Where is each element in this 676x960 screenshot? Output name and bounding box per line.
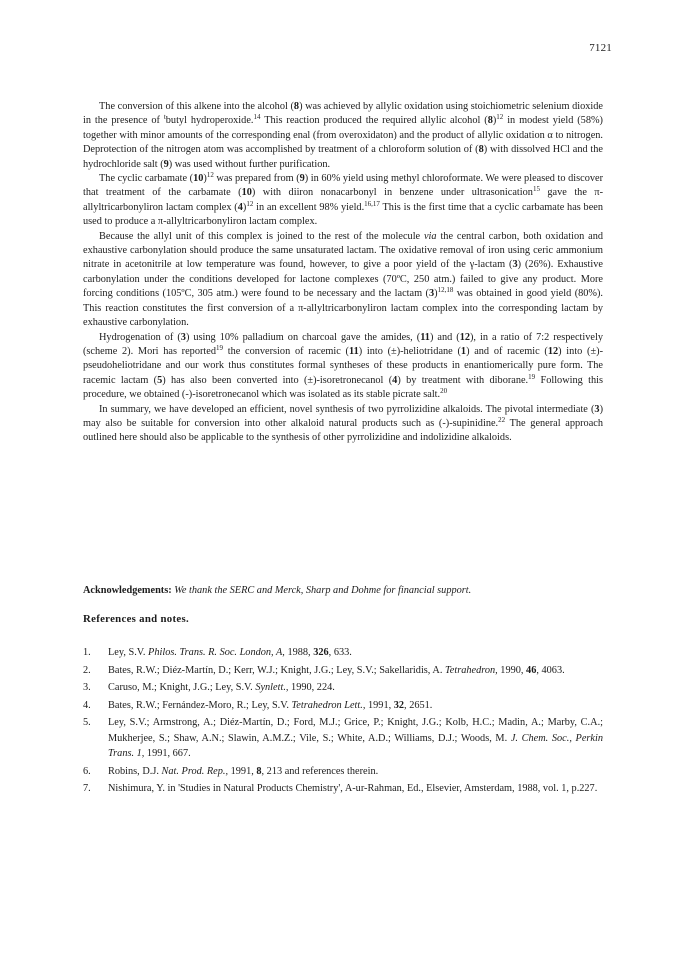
reference-text: Bates, R.W.; Fernández-Moro, R.; Ley, S.V. Tetrahedron Lett., 1991, 32, 2651. (108, 699, 433, 711)
reference-item (83, 715, 603, 762)
paragraph-4: Hydrogenation of (3) using 10% palladium on charcoal gave the amides, (11) and (12), in a ratio of 7:2 respectively (scheme 2). Mori has reported$^{19}$ the conversion of racemic (11) into (±)-heliotridane (1) and of racemic (12) into (±)-pseudoheliotridane and our work thus constitutes formal syntheses of these products in enantiomerically pure form. The racemic lactam (5) has also been converted into (±)-isoretronecanol (4) by treatment with diborane.$^{19}$ Following this procedure, we obtained (-)-isoretronecanol which was isolated as its stable picrate salt.$^{20}$ (83, 331, 604, 401)
references-heading: References and notes. (83, 613, 189, 625)
reference-number: 4. (83, 699, 91, 711)
reference-text: Caruso, M.; Knight, J.G.; Ley, S.V. Synlett., 1990, 224. (108, 682, 335, 693)
paragraph-2: The cyclic carbamate $(10)^{12}$ was prepared from (9) in 60% yield using methyl chloroformate. We were pleased to discover that treatment of the carbamate (10) with diiron nonacarbonyl in benzene under ultrasonication$^{15}$ gave the π-allyltricarbonyliron lactam complex $(4)^{12}$ in an excellent 98% yield.$^{16,17}$ This is the first time that a cyclic carbamate has been used to produce a π-allyltricarbonyliron lactam complex. (83, 171, 604, 228)
reference-item (83, 781, 603, 797)
page-number: 7121 (589, 42, 612, 54)
reference-text: Ley, S.V. Philos. Trans. R. Soc. London, A, 1988, 326, 633. (108, 647, 352, 658)
reference-text: Robins, D.J. Nat. Prod. Rep., 1991, 8, 213 and references therein. (108, 765, 379, 777)
references-list (83, 645, 603, 799)
reference-item (83, 698, 603, 714)
acknowledgements (83, 584, 603, 598)
paragraph-5: In summary, we have developed an efficient, novel synthesis of two pyrrolizidine alkaloids. The pivotal intermediate (3) may also be suitable for conversion into other alkaloid natural products such as (-)-supinidine.$^{22}$ The general approach outlined here should also be applicable to the synthesis of other pyrrolizidine and indolizidine alkaloids. (83, 403, 603, 444)
acknowledgements-label: Acknowledgements: (83, 585, 172, 596)
paragraph-1: The conversion of this alkene into the alcohol (8) was achieved by allylic oxidation using stoichiometric selenium dioxide in the presence of $^t$butyl hydroperoxide.$^{14}$ This reaction produced the required allylic alcohol $(8)^{12}$ in modest yield (58%) together with minor amounts of the corresponding enal (from overoxidaton) and the product of allylic oxidation α to nitrogen. Deprotection of the nitrogen atom was accomplished by treatment of a chloroform solution of (8) with dissolved HCl and the hydrochloride salt (9) was used without further purification. (83, 101, 603, 170)
reference-number: 7. (83, 783, 91, 794)
reference-number: 3. (83, 682, 91, 693)
reference-item (83, 663, 603, 679)
reference-text: Ley, S.V.; Armstrong, A.; Diéz-Martín, D.; Ford, M.J.; Grice, P.; Knight, J.G.; Kolb, H.C.; Madin, A.; Marby, C.A.; Mukherjee, S.; Shaw, A.N.; Slawin, A.M.Z.; Vile, S.; White, A.D.; Williams, D.J.; Woods, M. J. Chem. Soc., Perkin Trans. 1, 1991, 667. (108, 717, 603, 759)
body-text (83, 100, 603, 446)
paragraph-3: Because the allyl unit of this complex is joined to the rest of the molecule via the central carbon, both oxidation and exhaustive carbonylation should produce the same unsaturated lactam. The oxidative removal of iron using ceric ammonium nitrate in acetonitrile at low temperature was found, however, to give a poor yield of the γ-lactam (3) (26%). Exhaustive carbonylation under the conditions developed for lactone complexes (70ºC, 250 atm.) failed to give any product. More forcing conditions (105ºC, 305 atm.) were found to be necessary and the lactam $(3)^{12,18}$ was obtained in good yield (80%). This reaction constitutes the first conversion of a π-allyltricarbonyliron lactam complex into the corresponding lactam by exhaustive carbonylation. (83, 230, 603, 329)
reference-number: 6. (83, 765, 91, 777)
acknowledgements-text: We thank the SERC and Merck, Sharp and Dohme for financial support. (174, 585, 472, 596)
reference-text: Nishimura, Y. in 'Studies in Natural Products Chemistry', A-ur-Rahman, Ed., Elsevier, Amsterdam, 1988, vol. 1, p.227. (108, 783, 598, 794)
reference-item (83, 764, 603, 780)
reference-number: 1. (83, 647, 91, 658)
reference-item (83, 680, 603, 696)
reference-number: 5. (83, 717, 91, 728)
reference-item (83, 645, 603, 661)
reference-text: Bates, R.W.; Diéz-Martín, D.; Kerr, W.J.; Knight, J.G.; Ley, S.V.; Sakellaridis, A. Tetrahedron, 1990, 46, 4063. (108, 664, 565, 676)
reference-number: 2. (83, 664, 91, 676)
